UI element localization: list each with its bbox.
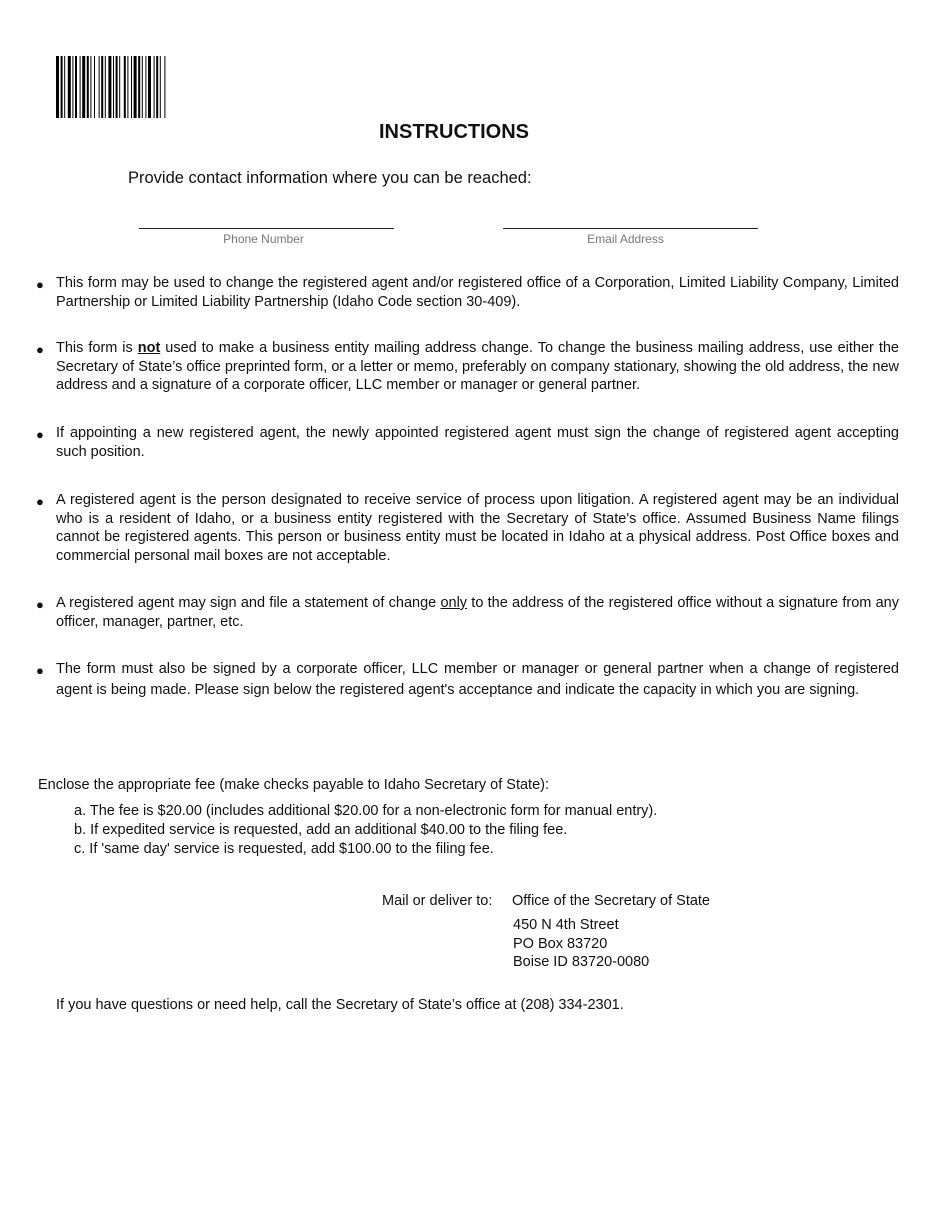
bullet-text: This form may be used to change the registered agent and/or registered office of a Corporation, Limited Liability Company, Limited Partnership or Limited Liability Partnership (Idaho Code section 30-409).	[56, 275, 899, 310]
instruction-bullet-1	[36, 274, 899, 311]
instruction-bullet-4	[36, 491, 899, 565]
bullet-icon: ●	[36, 277, 44, 292]
phone-number-label: Phone Number	[223, 232, 304, 246]
mail-label: Mail or deliver to:	[382, 893, 493, 909]
email-address-label: Email Address	[587, 232, 664, 246]
bullet-text-post: used to make a business entity mailing address change. To change the business mailing address, use either the Secretary of State’s office preprinted form, or a letter or memo, preferably on company stationary, showing the old address, the new address and a signature of a corporate officer, LLC member or manager or general partner.	[56, 340, 899, 393]
bullet-text	[56, 594, 899, 631]
mail-office: Office of the Secretary of State	[512, 893, 711, 909]
help-text: If you have questions or need help, call the Secretary of State’s office at (208) 334-2301.	[56, 997, 624, 1013]
bullet-text-post: to the address of the registered office without a signature from any officer, manager, partner, etc.	[56, 595, 899, 630]
barcode-icon	[56, 56, 244, 118]
bullet-text: A registered agent is the person designated to receive service of process upon litigation. A registered agent may be an individual who is a resident of Idaho, or a business entity registered with the Secretary of State's office. Assumed Business Name filings cannot be registered agents. This person or business entity must be located in Idaho at a physical address. Post Office boxes and commercial personal mail boxes are not acceptable.	[56, 492, 899, 564]
bullet-emphasis: not	[137, 340, 161, 356]
instruction-bullet-3	[36, 424, 899, 461]
instruction-bullet-2	[36, 339, 899, 395]
instruction-bullet-6	[36, 659, 899, 700]
bullet-icon: ●	[36, 494, 44, 509]
bullet-text	[56, 339, 899, 395]
mail-po-box: PO Box 83720	[513, 936, 608, 952]
phone-number-line[interactable]	[139, 228, 394, 229]
bullet-text: If appointing a new registered agent, the newly appointed registered agent must sign the change of registered agent accepting such position.	[56, 425, 899, 460]
bullet-icon: ●	[36, 597, 44, 612]
fee-heading: Enclose the appropriate fee (make checks payable to Idaho Secretary of State):	[38, 777, 550, 793]
bullet-text-pre: A registered agent may sign and file a statement of change	[56, 595, 441, 611]
bullet-icon: ●	[36, 427, 44, 442]
mail-city: Boise ID 83720-0080	[513, 954, 650, 970]
fee-item-b: b. If expedited service is requested, add an additional $40.00 to the filing fee.	[74, 822, 568, 838]
bullet-text: The form must also be signed by a corporate officer, LLC member or manager or general partner when a change of registered agent is being made. Please sign below the registered agent's acceptance and indicate the capacity in which you are signing.	[56, 661, 899, 698]
mail-street: 450 N 4th Street	[513, 917, 619, 933]
bullet-emphasis: only	[440, 595, 468, 611]
fee-item-a: a. The fee is $20.00 (includes additional $20.00 for a non-electronic form for manual entry).	[74, 803, 658, 819]
bullet-icon: ●	[36, 342, 44, 357]
email-address-line[interactable]	[503, 228, 758, 229]
page-title: INSTRUCTIONS	[379, 121, 529, 143]
bullet-icon: ●	[36, 663, 44, 678]
instruction-bullet-5	[36, 594, 899, 631]
bullet-text-pre: This form is	[56, 340, 138, 356]
fee-item-c: c. If 'same day' service is requested, add $100.00 to the filing fee.	[74, 841, 494, 857]
contact-prompt: Provide contact information where you can be reached:	[128, 169, 532, 187]
